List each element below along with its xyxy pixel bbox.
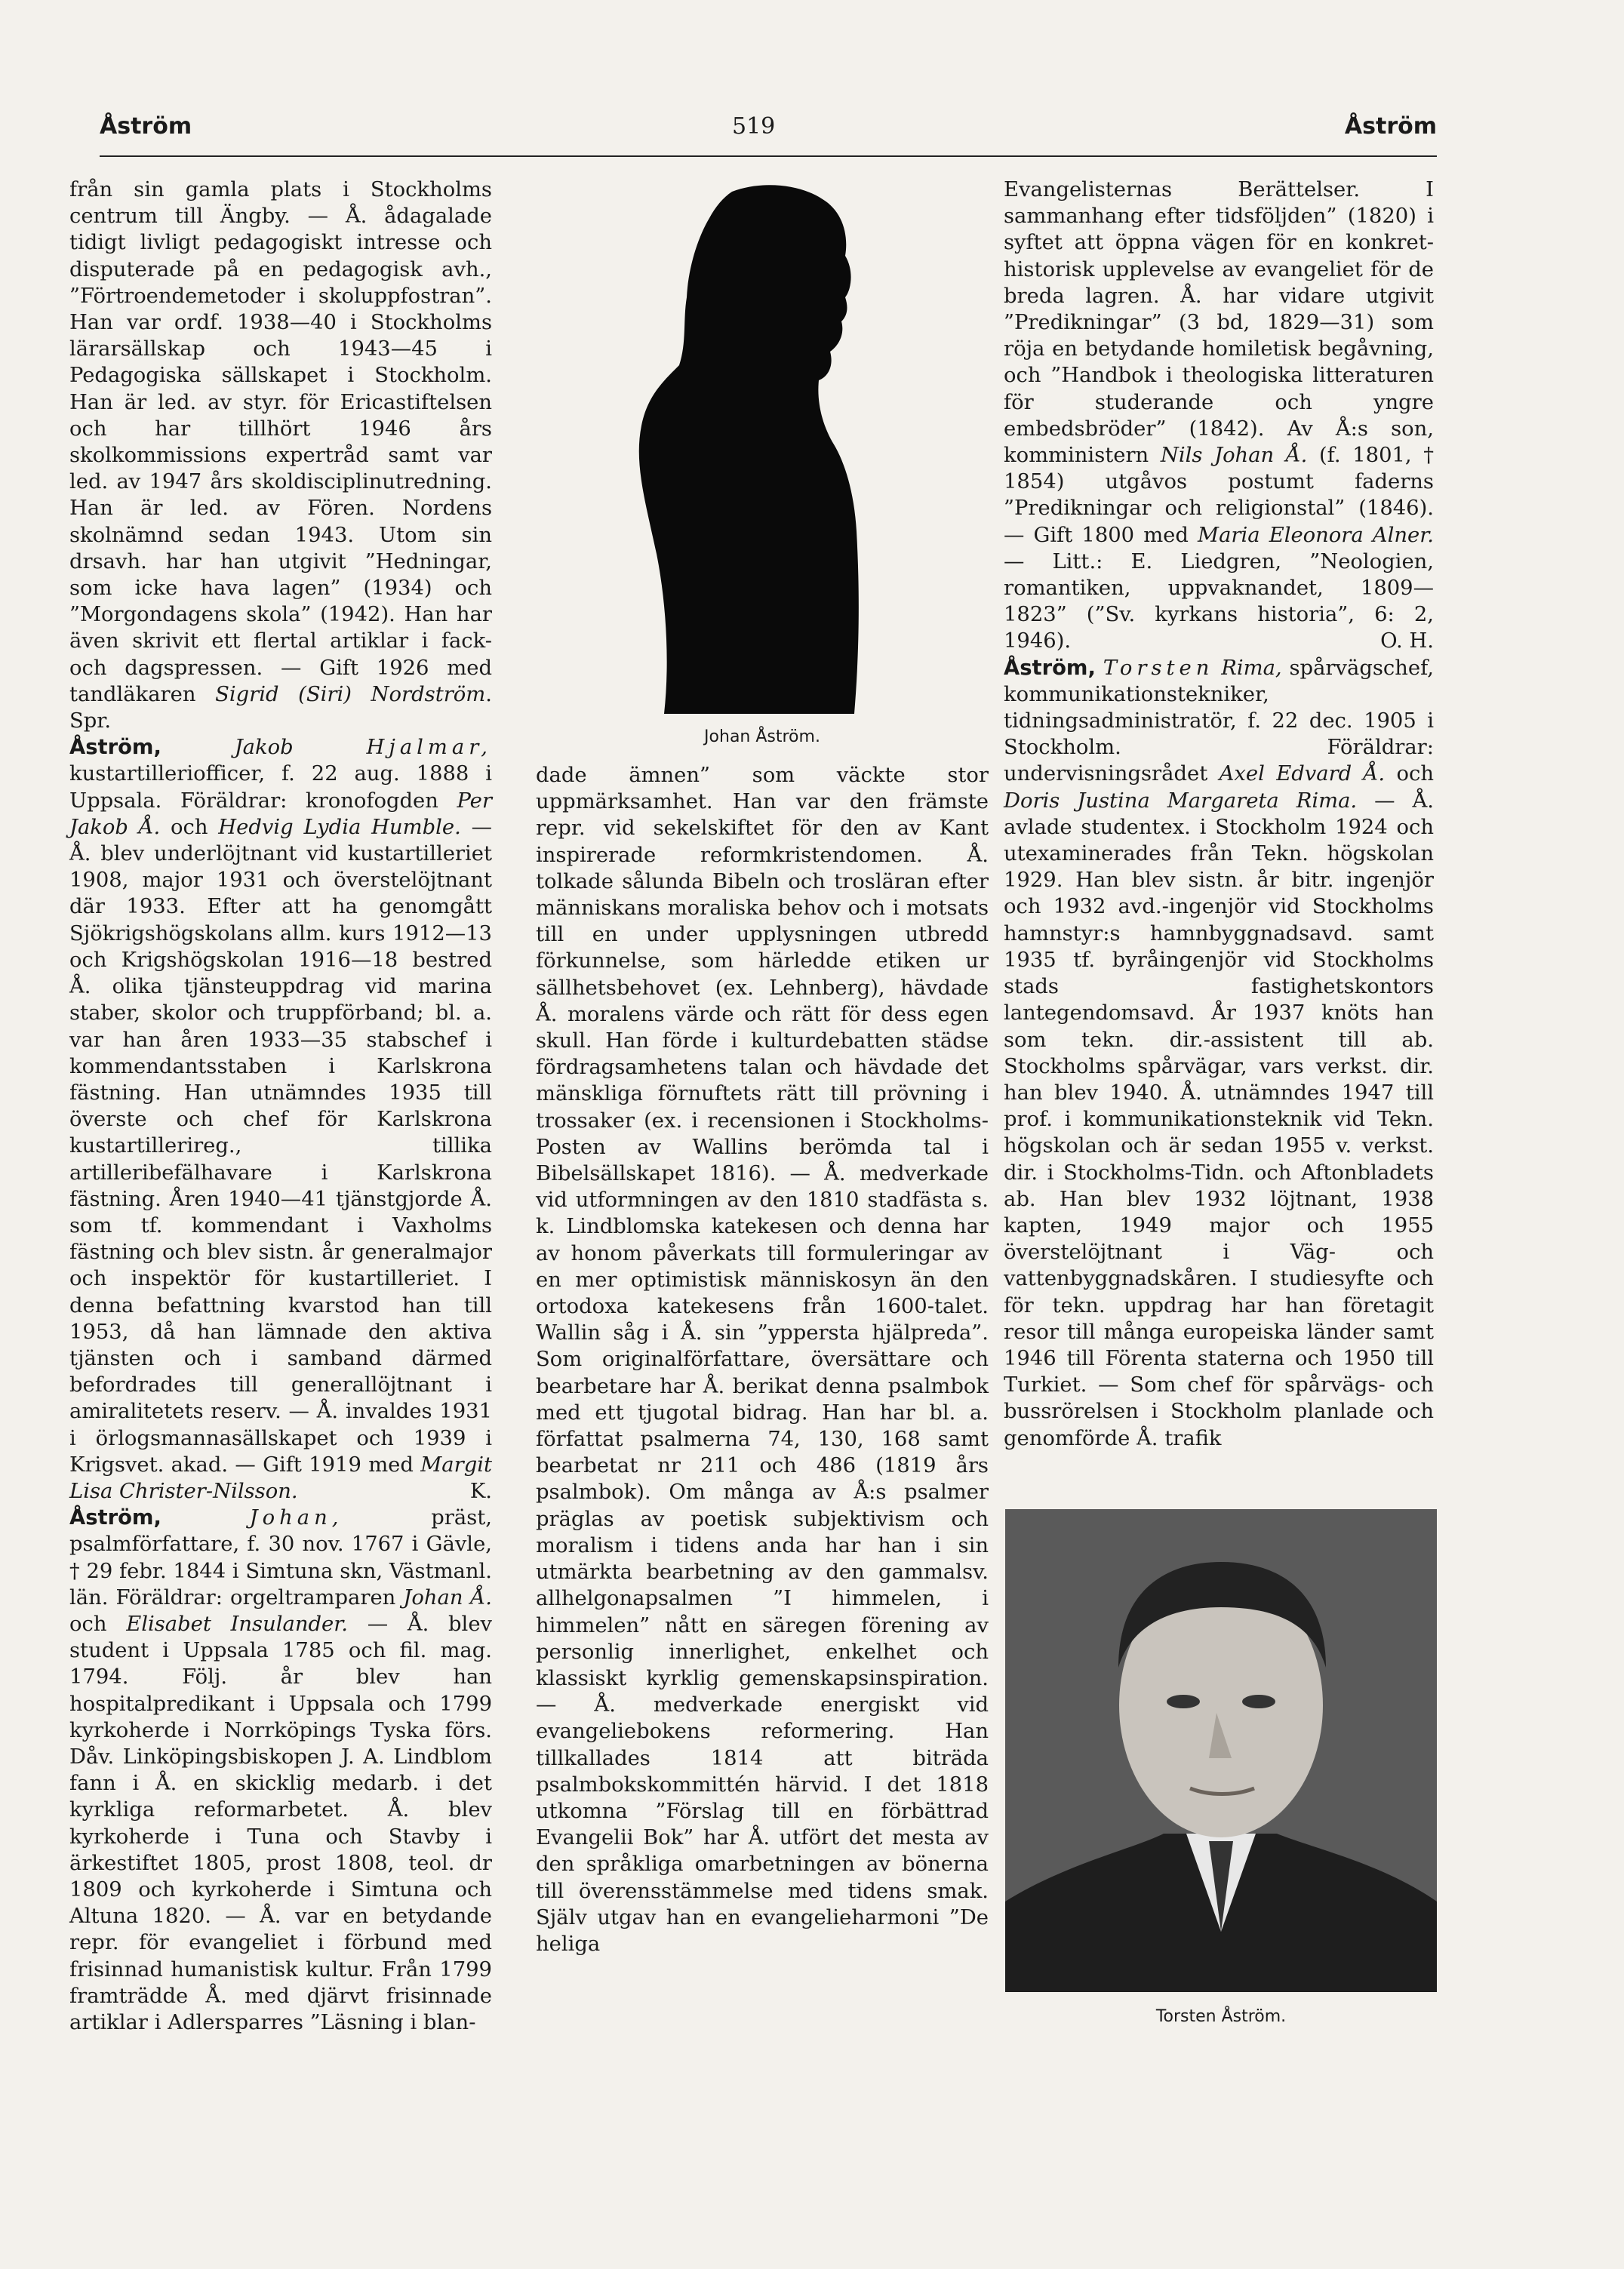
column-2 xyxy=(536,762,989,1957)
signature: O. H. xyxy=(1380,629,1434,653)
running-head-right: Åström xyxy=(1344,113,1437,140)
figure-caption: Torsten Åström. xyxy=(1155,2007,1287,2026)
entry-jakob-hjalmar: Åström, Jakob Hjalmar, kustartilleriofficer, f. 22 aug. 1888 i Uppsala. Föräldrar: kronofogden Per Jakob Å. och Hedvig Lydia Humble. — Å. blev underlöjtnant vid kustartilleriet 1908, major 1931 och överstelöjtnant där 1933. Efter att ha genomgått Sjökrigshögskolans allm. kurs 1912—13 och Krigshögskolan 1916—18 bestred Å. olika tjänsteuppdrag vid marina staber, skolor och truppförband; bl. a. var han åren 1933—35 stabschef i kommendantsstaben i Karlskrona fästning. Han utnämndes 1935 till överste och chef för Karlskrona kustartillerireg., tillika artilleribefälhavare i Karlskrona fästning. Åren 1940—41 tjänstgjorde Å. som tf. kommendant i Vaxholms fästning och blev sistn. år generalmajor och inspektör för kustartilleriet. I denna befattning kvarstod han till 1953, då han lämnade den aktiva tjänsten och i samband därmed befordrades till generallöjtnant i amiralitetets reserv. — Å. invaldes 1931 i örlogsmannasällskapet och 1939 i Krigsvet. akad. — Gift 1919 med Margit Lisa Christer-Nilsson. K. xyxy=(69,734,492,1505)
signature: K. xyxy=(469,1479,492,1503)
page-number: 519 xyxy=(732,113,776,140)
column-3 xyxy=(1004,177,1434,1452)
figure-caption: Johan Åström. xyxy=(704,727,820,746)
figure-torsten-portrait xyxy=(1005,1509,1437,2052)
portrait-photo xyxy=(1005,1509,1437,1992)
figure-johan-silhouette xyxy=(574,177,951,750)
entry-continuation: från sin gamla plats i Stockholms centrum till Ängby. — Å. ådagalade tidigt livligt pedagogiskt intresse och disputerade på en pedagogisk avh., ”Förtroendemetoder i skoluppfostran”. Han var ordf. 1938—40 i Stockholms lärarsällskap och 1943—45 i Pedagogiska sällskapet i Stockholm. Han är led. av styr. för Ericastiftelsen och har tillhört 1946 års skolkommissions expertråd samt var led. av 1947 års skoldisciplinutredning. Han är led. av Fören. Nordens skolnämnd sedan 1943. Utom sin drsavh. har han utgivit ”Hedningar, som icke hava lagen” (1934) och ”Morgondagens skola” (1942). Han har även skrivit ett flertal artiklar i fack- och dagspressen. — Gift 1926 med tandläkaren Sigrid (Siri) Nordström. Spr. xyxy=(69,178,492,733)
header-rule xyxy=(100,155,1437,157)
column-1 xyxy=(69,177,492,2036)
entry-torsten: Åström, Torsten Rima, spårvägschef, kommunikationstekniker, tidningsadministratör, f. 22 dec. 1905 i Stockholm. Föräldrar: undervisningsrådet Axel Edvard Å. och Doris Justina Margareta Rima. — Å. avlade studentex. i Stockholm 1924 och utexaminerades från Tekn. högskolan 1929. Han blev sistn. år bitr. ingenjör och 1932 avd.-ingenjör vid Stockholms hamnstyr:s hamnbyggnadsavd. samt 1935 tf. byråingenjör vid Stockholms stads fastighetskontors lantegendomsavd. År 1937 knöts han som tekn. dir.-assistent till ab. Stockholms spårvägar, vars verkst. dir. han blev 1940. Å. utnämndes 1947 till prof. i kommunikationsteknik vid Tekn. högskolan och är sedan 1955 v. verkst. dir. i Stockholms-Tidn. och Aftonbladets ab. Han blev 1932 löjtnant, 1938 kapten, 1949 major och 1955 överstelöjtnant i Väg- och vattenbyggnadskåren. I studiesyfte och för tekn. uppdrag har han företagit resor till många europeiska länder samt 1946 till Förenta staterna och 1950 till Turkiet. — Som chef för spårvägs- och bussrörelsen i Stockholm planlade och genomförde Å. trafik xyxy=(1004,656,1435,1450)
entry-johan-cont: dade ämnen” som väckte stor uppmärksamhet. Han var den främste repr. vid sekelskiftet för den av Kant inspirerade reformkristendomen. Å. tolkade sålunda Bibeln och trosläran efter människans moraliska behov och i motsats till en under upplysningen utbredd förkunnelse, som härledde etiken ur sällhetsbehovet (ex. Lehnberg), hävdade Å. moralens värde och rätt för dess egen skull. Han förde i kulturdebatten städse fördragsamhetens talan och hävdade det mänskliga förnuftets rätt till prövning i trossaker (ex. i recensionen i Stockholms-Posten av Wallins berömda tal i Bibelsällskapet 1816). — Å. medverkade vid utformningen av den 1810 stadfästa s. k. Lindblomska katekesen och denna har av honom påverkats till formuleringar av en mer optimistisk människosyn än den ortodoxa katekesens från 1600-talet. Wallin såg i Å. sin ”yppersta hjälpreda”. Som originalförfattare, översättare och bearbetare har Å. berikat denna psalmbok med ett tjugotal bidrag. Han har bl. a. författat psalmerna 74, 130, 168 samt bearbetat nr 211 och 486 (1819 års psalmbok). Om många av Å:s psalmer präglas av poetisk subjektivism och moralism i tidens anda har han i sin utmärkta bearbetning av den gammalsv. allhelgonapsalmen ”I himmelen, i himmelen” nått en säregen förening av personlig innerlighet, enkelhet och klassiskt kyrklig gemenskapsinspiration. — Å. medverkade energiskt vid evangeliebokens reformering. Han tillkallades 1814 att biträda psalmbokskommittén härvid. I det 1818 utkomna ”Förslag till en förbättrad Evangelii Bok” har Å. utfört det mesta av den språkliga omarbetningen av bönerna till överensstämmelse med tidens smak. Själv utgav han en evangelieharmoni ”De heliga xyxy=(536,764,989,1956)
silhouette-image xyxy=(574,177,951,720)
entry-johan: Åström, Johan, präst, psalmförfattare, f. 30 nov. 1767 i Gävle, † 29 febr. 1844 i Simtuna skn, Västmanl. län. Föräldrar: orgeltramparen Johan Å. och Elisabet Insulander. — Å. blev student i Uppsala 1785 och fil. mag. 1794. Följ. år blev han hospitalpredikant i Uppsala och 1799 kyrkoherde i Norrköpings Tyska förs. Dåv. Linköpingsbiskopen J. A. Lindblom fann i Å. en skicklig medarb. i det kyrkliga reformarbetet. Å. blev kyrkoherde i Tuna och Stavby i ärkestiftet 1805, prost 1808, teol. dr 1809 och kyrkoherde i Simtuna och Altuna 1820. — Å. var en betydande repr. för evangeliet i förbund med frisinnad humanistisk kultur. Från 1799 framträdde Å. med djärvt frisinnade artiklar i Adlersparres ”Läsning i blan- xyxy=(69,1506,493,2035)
running-head-left: Åström xyxy=(100,113,192,140)
entry-johan-end: Evangelisternas Berättelser. I sammanhang efter tidsföljden” (1820) i syftet att öppna vägen för en konkret-historisk upplevelse av evangeliet för de breda lagren. Å. har vidare utgivit ”Predikningar” (3 bd, 1829—31) som röja en betydande homiletisk begåvning, och ”Handbok i theologiska litteraturen för studerande och yngre embedsbröder” (1842). Av Å:s son, komministern Nils Johan Å. (f. 1801, † 1854) utgåvos postumt faderns ”Predikningar och religionstal” (1846). — Gift 1800 med Maria Eleonora Alner. — Litt.: E. Liedgren, ”Neologien, romantiken, uppvaknandet, 1809—1823” (”Sv. kyrkans historia”, 6: 2, 1946). O. H. xyxy=(1004,177,1434,655)
